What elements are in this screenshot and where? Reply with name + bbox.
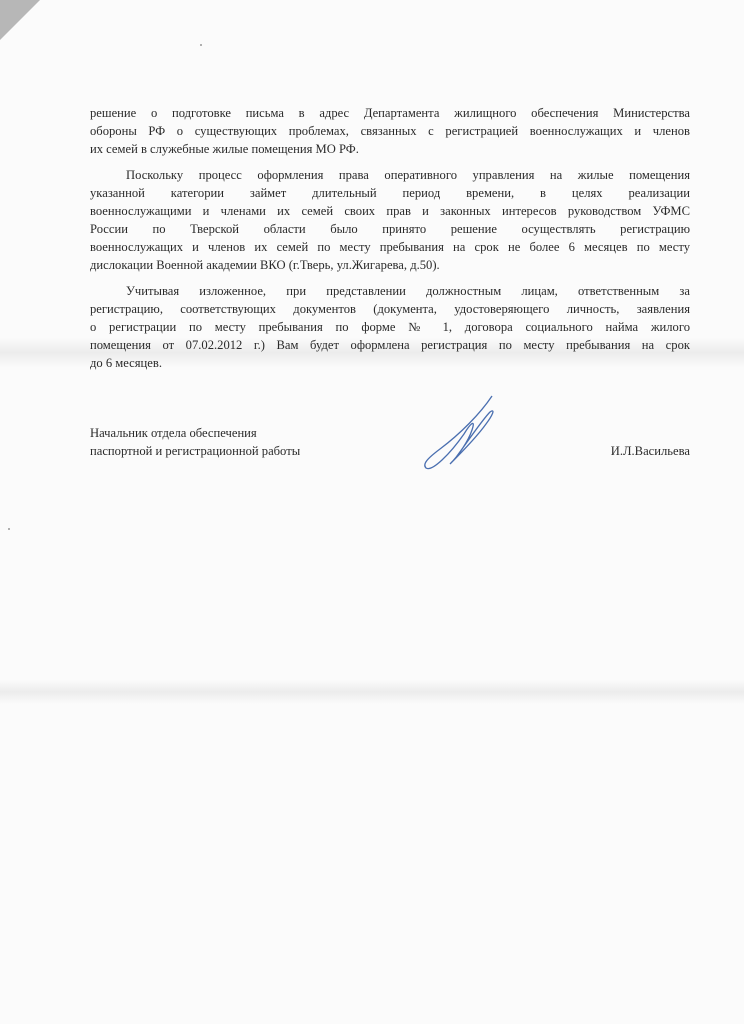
text-line: регистрацию, соответствующих документов (документа, удостоверяющего личность, заявления (90, 302, 690, 316)
signatory-name: И.Л.Васильева (610, 444, 690, 458)
page-corner-shadow (0, 0, 40, 40)
text-line: помещения от 07.02.2012 г.) Вам будет оформлена регистрация по месту пребывания на срок (90, 338, 690, 352)
position-line: Начальник отдела обеспечения (90, 426, 257, 440)
text-line: указанной категории займет длительный период времени, в целях реализации (90, 186, 690, 200)
text-line: их семей в служебные жилые помещения МО РФ. (90, 142, 359, 156)
text-line: Учитывая изложенное, при представлении должностным лицам, ответственным за (126, 284, 690, 298)
text-line: о регистрации по месту пребывания по форме № 1, договора социального найма жилого (90, 320, 690, 334)
paragraph-2 (90, 166, 690, 274)
paper-fold (0, 680, 744, 704)
paragraph-1 (90, 104, 690, 158)
signatory-position (90, 424, 300, 460)
text-line: Поскольку процесс оформления права оперативного управления на жилые помещения (126, 168, 690, 182)
text-line: обороны РФ о существующих проблемах, связанных с регистрацией военнослужащих и членов (90, 124, 690, 138)
letter-body (90, 104, 690, 380)
handwritten-signature-icon (420, 394, 510, 474)
text-line: военнослужащими и членами их семей своих прав и законных интересов руководством УФМС (90, 204, 690, 218)
text-line: до 6 месяцев. (90, 356, 162, 370)
text-line: военнослужащих и членов их семей по месту пребывания на срок не более 6 месяцев по месту (90, 240, 690, 254)
text-line: решение о подготовке письма в адрес Департамента жилищного обеспечения Министерства (90, 106, 690, 120)
scan-speck (8, 528, 10, 530)
scan-speck (200, 44, 202, 46)
text-line: дислокации Военной академии ВКО (г.Тверь, ул.Жигарева, д.50). (90, 258, 440, 272)
position-line: паспортной и регистрационной работы (90, 444, 301, 458)
text-line: России по Тверской области было принято решение осуществлять регистрацию (90, 222, 690, 236)
paragraph-3 (90, 282, 690, 372)
